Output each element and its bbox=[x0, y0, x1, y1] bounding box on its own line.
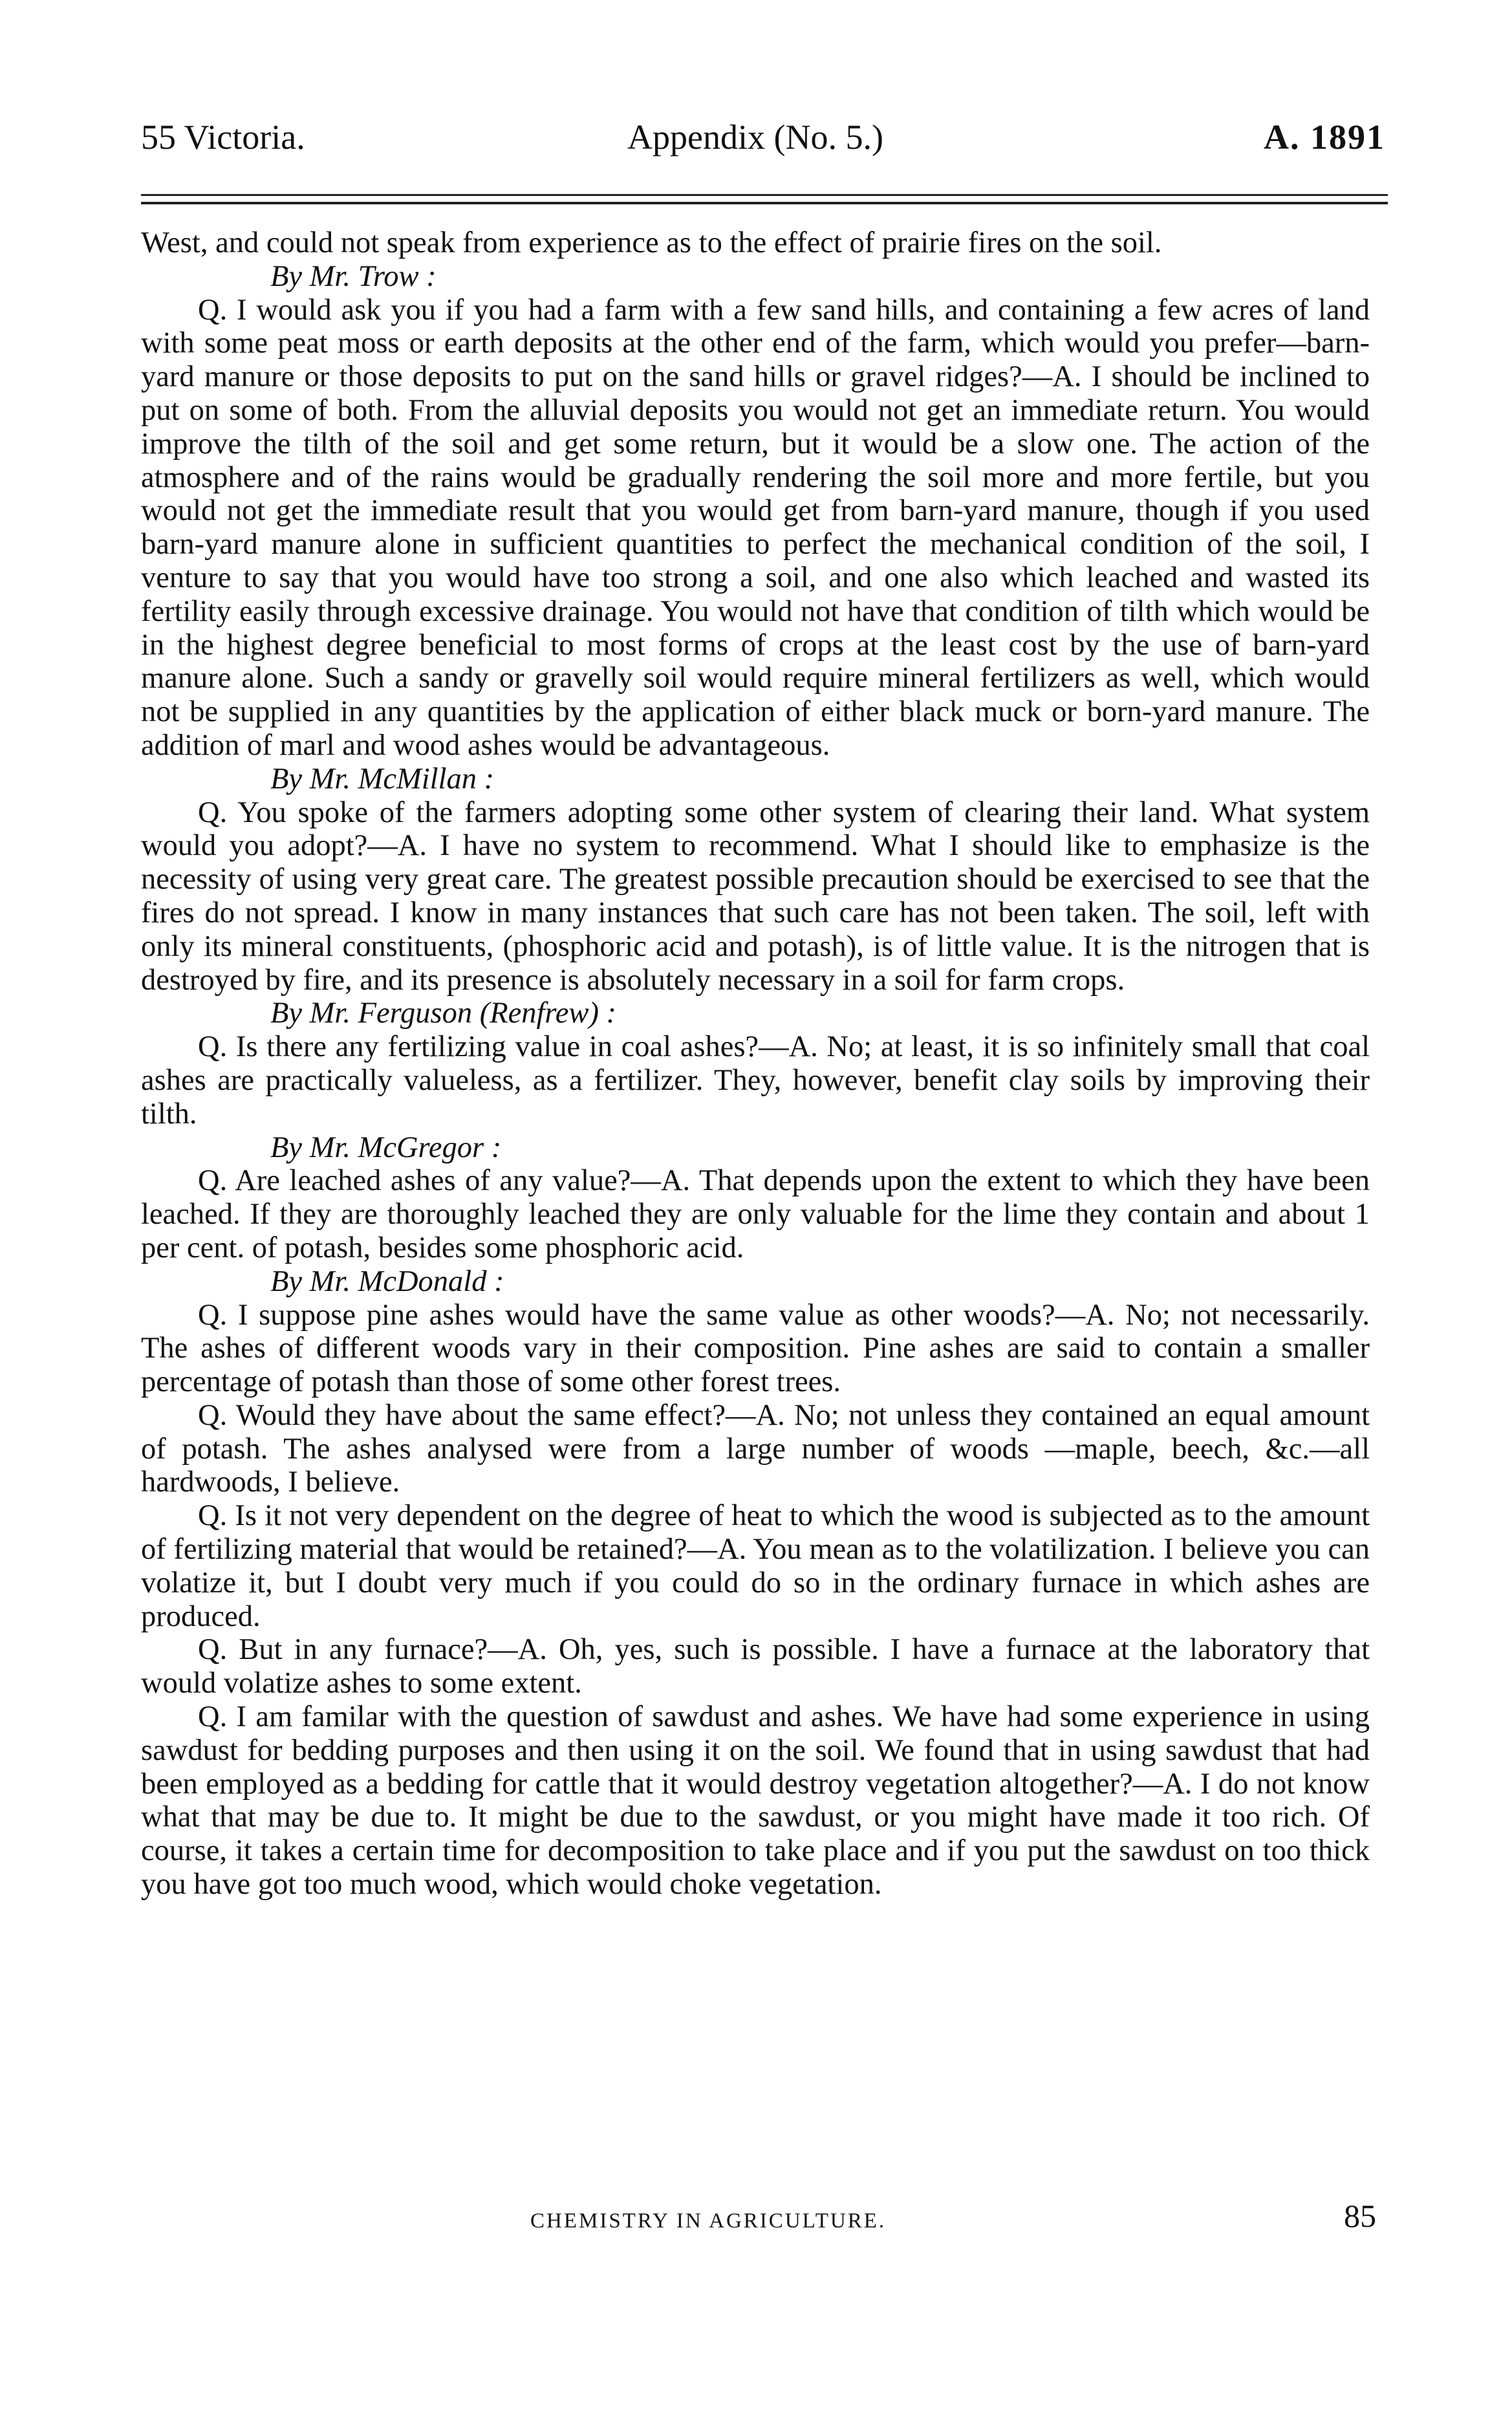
header-rule-thick bbox=[141, 202, 1388, 204]
paragraph: Q. I suppose pine ashes would have the same value as other woods?—A. No; not necessarily. The ashes of different woods vary in their composition. Pine ashes are said to contain a smaller percentage of potash than those of some other forest trees. bbox=[141, 1298, 1370, 1399]
paragraph: West, and could not speak from experience as to the effect of prairie fires on the soil. bbox=[141, 226, 1162, 259]
paragraph: Q. Is there any fertilizing value in coal ashes?—A. No; at least, it is so infinitely small that coal ashes are practically valueless, as a fertilizer. They, however, benefit clay soils by improving their tilth. bbox=[141, 1030, 1370, 1131]
paragraph: Q. Are leached ashes of any value?—A. That depends upon the extent to which they have been leached. If they are thoroughly leached they are only valuable for the lime they contain and about 1 per cent. of potash, besides some phosphoric acid. bbox=[141, 1164, 1370, 1264]
body-text bbox=[141, 226, 1370, 1901]
paragraph: Q. I am familar with the question of sawdust and ashes. We have had some experience in using sawdust for bedding purposes and then using it on the soil. We found that in using sawdust that had been employed as a bedding for cattle that it would destroy vegetation altogether?—A. I do not know what that may be due to. It might be due to the sawdust, or you might have made it too rich. Of course, it takes a certain time for decomposition to take place and if you put the sawdust on too thick you have got too much wood, which would choke vegetation. bbox=[141, 1700, 1370, 1901]
header-year: A. 1891 bbox=[1264, 118, 1385, 157]
page-number: 85 bbox=[1344, 2198, 1376, 2234]
header-rule-thin bbox=[141, 194, 1388, 196]
paragraph: Q. I would ask you if you had a farm with a few sand hills, and containing a few acres of land with some peat moss or earth deposits at the other end of the farm, which would you prefer—barn-yard manure or those deposits to put on the sand hills or gravel ridges?—A. I should be inclined to put on some of both. From the alluvial deposits you would not get an immediate return. You would improve the tilth of the soil and get some return, but it would be a slow one. The action of the atmosphere and of the rains would be gradually rendering the soil more and more fertile, but you would not get the immediate result that you would get from barn-yard manure, though if you used barn-yard manure alone in sufficient quantities to perfect the mechanical condition of the soil, I venture to say that you would have too strong a soil, and one also which leached and wasted its fertility easily through excessive drainage. You would not have that condition of tilth which would be in the highest degree beneficial to most forms of crops at the least cost by the use of barn-yard manure alone. Such a sandy or gravelly soil would require mineral fertilizers as well, which would not be supplied in any quantities by the application of either black muck or born-yard manure. The addition of marl and wood ashes would be advantageous. bbox=[141, 293, 1370, 762]
header-appendix: Appendix (No. 5.) bbox=[627, 118, 883, 157]
paragraph: Q. But in any furnace?—A. Oh, yes, such is possible. I have a furnace at the laboratory that would volatize ashes to some extent. bbox=[141, 1633, 1370, 1700]
speaker-heading: By Mr. McMillan : bbox=[270, 762, 495, 796]
paragraph: Q. Would they have about the same effect?—A. No; not unless they contained an equal amount of potash. The ashes analysed were from a large number of woods —maple, beech, &c.—all hardwoods, I believe. bbox=[141, 1398, 1370, 1499]
footer-running-title: CHEMISTRY IN AGRICULTURE. bbox=[530, 2209, 887, 2233]
speaker-heading: By Mr. McGregor : bbox=[270, 1131, 502, 1164]
speaker-heading: By Mr. Trow : bbox=[270, 259, 437, 293]
header-session: 55 Victoria. bbox=[141, 118, 305, 157]
speaker-heading: By Mr. Ferguson (Renfrew) : bbox=[270, 997, 617, 1030]
speaker-heading: By Mr. McDonald : bbox=[270, 1264, 504, 1298]
paragraph: Q. Is it not very dependent on the degree of heat to which the wood is subjected as to the amount of fertilizing material that would be retained?—A. You mean as to the volatilization. I believe you can volatize it, but I doubt very much if you could do so in the ordinary furnace in which ashes are produced. bbox=[141, 1499, 1370, 1633]
paragraph: Q. You spoke of the farmers adopting some other system of clearing their land. What system would you adopt?—A. I have no system to recommend. What I should like to emphasize is the necessity of using very great care. The greatest possible precaution should be exercised to see that the fires do not spread. I know in many instances that such care has not been taken. The soil, left with only its mineral constituents, (phosphoric acid and potash), is of little value. It is the nitrogen that is destroyed by fire, and its presence is absolutely necessary in a soil for farm crops. bbox=[141, 796, 1370, 997]
